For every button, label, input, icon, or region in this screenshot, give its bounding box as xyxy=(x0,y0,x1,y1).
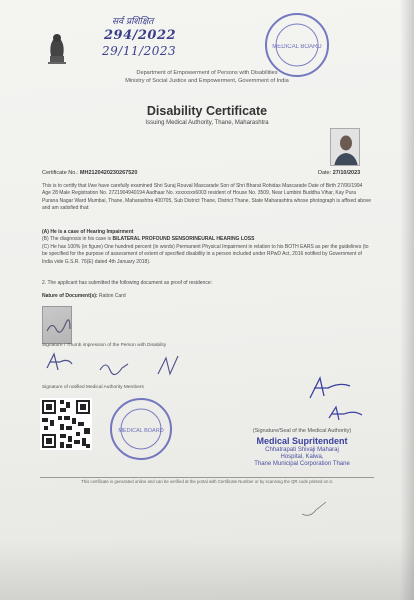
inward-line-2: 294/2022 xyxy=(104,28,177,43)
authority-corporation: Thane Municipal Corporation Thane xyxy=(254,461,350,467)
page-subtitle: Issuing Medical Authority, Thane, Maharashtra xyxy=(145,120,269,126)
national-emblem-icon xyxy=(44,28,70,66)
seal-bottom-text: MEDICAL BOARD xyxy=(118,428,164,434)
certificate-date-label: Date: xyxy=(318,170,332,176)
handwritten-inward-entry xyxy=(96,14,206,72)
applicant-photo xyxy=(330,128,360,166)
qr-code xyxy=(40,398,92,450)
seal-top-text: MEDICAL BOARD xyxy=(272,44,322,50)
inward-line-3: 29/11/2023 xyxy=(102,44,177,58)
page-title: Disability Certificate xyxy=(146,104,268,118)
document-nature-label: Nature of Document(s): xyxy=(42,293,98,299)
impairment-percentage: (C) He has 100% (in figure) One hundred percent (in words) Permanent Physical Impairment in relation to his BOTH EARS as per the guidelines (to be specified for the purpose of assessment of extent of specified disability in a person included under RPwD Act, 2016 notified by Government of India vide G.S.R. 76(E) dated 4th January 2018). xyxy=(42,243,369,265)
authority-name: Medical Supritendent xyxy=(256,436,348,446)
footer-divider xyxy=(40,477,374,478)
thumb-caption: Signature / Thumb impression of the Person with Disability xyxy=(42,343,167,348)
residence-proof-intro: 2. The applicant has submitted the following document as proof of residence: xyxy=(42,280,213,286)
certificate-date xyxy=(318,170,360,176)
footer-note: This certificate is generated online and can be verified at the portal with Certificate Number or by scanning the QR code printed on it. xyxy=(81,479,333,484)
inward-line-1: सर्व प्रशिक्षित xyxy=(112,17,154,27)
certificate-date-value: 27/10/2023 xyxy=(332,170,361,176)
certificate-number xyxy=(42,170,137,176)
department-line-1: Department of Empowerment of Persons with Disabilities xyxy=(136,70,278,76)
authority-members-caption: Signature of notified Medical Authority Members xyxy=(42,385,144,390)
diagnosis-label: (B) The diagnosis in his case is xyxy=(42,236,112,243)
document-nature xyxy=(42,293,372,300)
diagnosis-line xyxy=(42,236,372,243)
member-signature-3 xyxy=(154,352,182,380)
certificate-number-value: MH2120420230267520 xyxy=(79,170,138,176)
impairment-type: (A) He is a case of Hearing Impairment xyxy=(42,229,134,235)
authority-hospital-1: Chhatrapati Shivaji Maharaj xyxy=(265,447,339,453)
pen-mark xyxy=(300,500,330,520)
superintendent-signature-1 xyxy=(306,374,356,406)
round-seal-bottom xyxy=(108,396,174,462)
certificate-number-label: Certificate No.: xyxy=(42,170,79,176)
certification-paragraph: This is to certify that I/we have carefully examined Shri Suraj Rouval Mascarade Son of Shri Bharat Rohidas Mascarade Date of Birth 27/06/1994 Age 28 Male Registration No. 2721904940194 Aadhaar No. xxxxxxxx6003 resident of House No. 3509, Near Lumbini Buddha Vihar, Kay Pura Purana Nagar Ward Mumbai, Thane, Maharashtra 400705, Sub District Thane, District Thane, State Maharashtra whose photograph is affixed above and am satisfied that: xyxy=(42,183,372,212)
authority-seal-caption: (Signature/Seal of the Medical Authority) xyxy=(252,428,352,434)
medical-authority-block xyxy=(232,428,372,467)
signature-scribble-icon xyxy=(43,307,73,345)
member-signature-2 xyxy=(98,358,130,378)
person-photo-icon xyxy=(331,129,360,166)
superintendent-signature-2 xyxy=(326,404,366,426)
member-signature-1 xyxy=(44,350,76,376)
scan-shadow-bottom xyxy=(0,540,414,600)
authority-hospital-2: Hospital, Kalwa, xyxy=(280,454,324,460)
applicant-signature-thumbnail xyxy=(42,306,72,344)
scan-shadow-right xyxy=(400,0,414,600)
document-nature-value: Ration Card xyxy=(98,293,126,299)
diagnosis-value: BILATERAL PROFOUND SENSORINEURAL HEARING LOSS xyxy=(112,236,255,243)
department-line-2: Ministry of Social Justice and Empowerment, Government of India xyxy=(125,78,289,84)
impairment-details xyxy=(42,229,372,266)
